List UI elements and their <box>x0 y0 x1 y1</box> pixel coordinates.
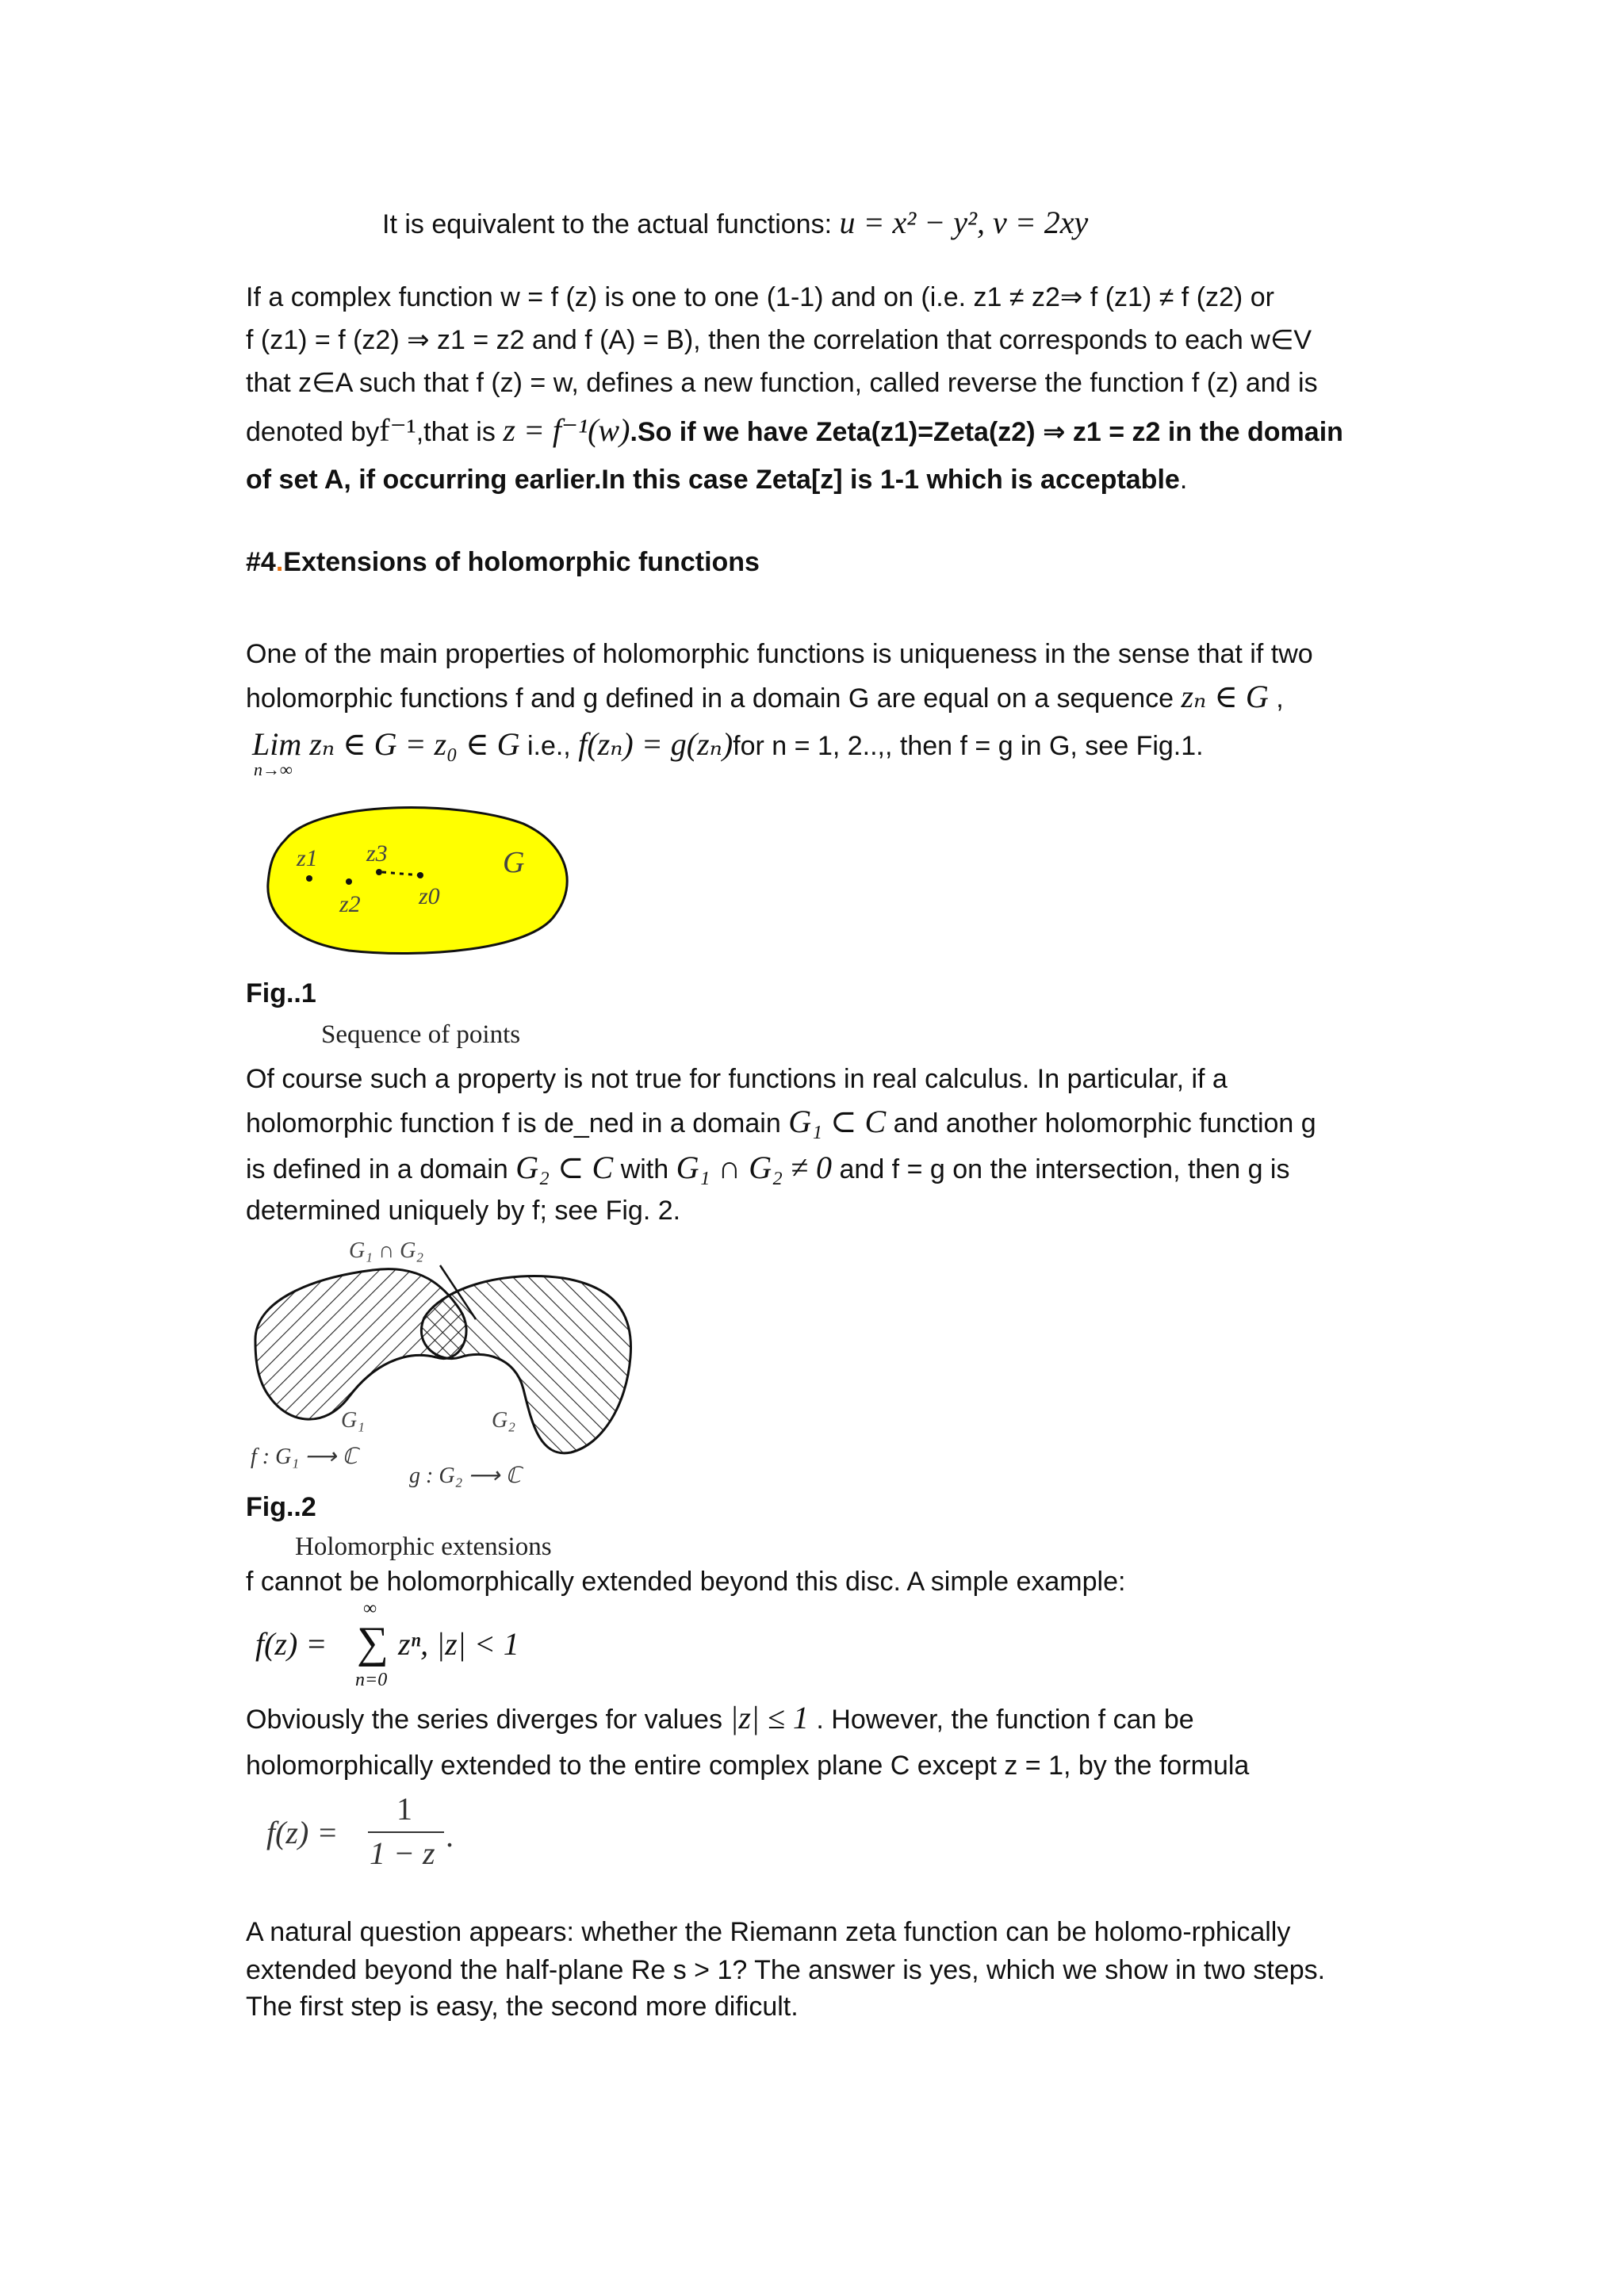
series-rhs: zⁿ, |z| < 1 <box>398 1626 519 1662</box>
label-z0: z0 <box>419 883 440 909</box>
para2-text: holomorphic functions f and g defined in a domain G are equal on a sequence <box>246 683 1174 714</box>
section-number: #4 <box>246 547 276 577</box>
label-g2: G₂ <box>492 1408 515 1433</box>
limit-math: Lim zₙ ∈ G = z₀ ∈ G <box>252 726 520 762</box>
zeta-statement: .So if we have Zeta(z1)=Zeta(z2) ⇒ z1 = z2 in the domain <box>630 417 1343 447</box>
para5-line1: A natural question appears: whether the Riemann zeta function can be holomo-rphically <box>246 1917 1291 1947</box>
fraction-bar <box>368 1831 444 1833</box>
intersection-math: G₁ ∩ G₂ ≠ 0 <box>676 1150 833 1185</box>
para2-line1: One of the main properties of holomorphic functions is uniqueness in the sense that if two <box>246 639 1313 669</box>
para2-line3 <box>252 723 1204 767</box>
para3-text-b: and another holomorphic function g <box>893 1108 1316 1138</box>
equivalence-math: u = x² − y², v = 2xy <box>839 205 1089 240</box>
para3-text-d: and f = g on the intersection, then g is <box>839 1154 1290 1184</box>
inverse-symbol: f⁻¹ <box>379 412 416 448</box>
para4-text-a: Obviously the series diverges for values <box>246 1705 722 1735</box>
point-z2 <box>346 878 352 885</box>
abs-z-math: |z| ≤ 1 <box>730 1700 809 1735</box>
para1-line2: f (z1) = f (z2) ⇒ z1 = z2 and f (A) = B), then the correlation that corresponds to each w∈V <box>246 325 1312 355</box>
para3-line4: determined uniquely by f; see Fig. 2. <box>246 1196 681 1226</box>
section-dot: . <box>275 547 284 577</box>
fraction-formula <box>266 1790 504 1877</box>
figure-2 <box>246 1230 658 1492</box>
para4-line2 <box>246 1697 1194 1741</box>
fraction-lhs: f(z) = <box>266 1815 339 1850</box>
limit-subscript: n→∞ <box>254 760 293 779</box>
label-g: G <box>503 846 525 879</box>
para3-with: with <box>620 1154 669 1184</box>
para3-line3 <box>246 1146 1290 1191</box>
sum-upper: ∞ <box>363 1598 377 1619</box>
para5-line2: extended beyond the half-plane Re s > 1? The answer is yes, which we show in two steps. <box>246 1955 1326 1985</box>
zeta-conclusion: of set A, if occurring earlier.In this case Zeta[z] is 1-1 which is acceptable <box>246 465 1180 495</box>
inverse-formula: z = f⁻¹(w) <box>503 412 630 448</box>
sum-symbol: ∑ <box>357 1618 389 1667</box>
equality-math: f(zₙ) = g(zₙ) <box>578 726 733 762</box>
para4-text-b: . However, the function f can be <box>816 1705 1194 1735</box>
section-heading <box>246 541 760 584</box>
period: . <box>1179 465 1188 495</box>
fig1-subcaption: Sequence of points <box>321 1020 521 1049</box>
para2-ie: i.e., <box>527 731 571 761</box>
comma: , <box>1276 683 1284 714</box>
series-lhs: f(z) = <box>255 1626 327 1662</box>
para4-line1: f cannot be holomorphically extended beyond this disc. A simple example: <box>246 1567 1126 1597</box>
para3-text-a: holomorphic function f is de_ned in a domain <box>246 1108 781 1138</box>
fraction-numerator: 1 <box>396 1791 412 1827</box>
region-g2 <box>421 1276 630 1452</box>
sum-lower: n=0 <box>355 1670 388 1690</box>
para1-line5 <box>246 458 1187 501</box>
sequence-math: zₙ ∈ G <box>1181 679 1269 714</box>
point-z1 <box>306 875 312 882</box>
label-g1: G₁ <box>341 1408 365 1433</box>
para3-line2 <box>246 1100 1316 1145</box>
para1-line1: If a complex function w = f (z) is one to one (1-1) and on (i.e. z1 ≠ z2⇒ f (z1) ≠ f (z2) or <box>246 282 1274 312</box>
f-mapping: f : G₁ ⟶ ℂ <box>251 1445 358 1469</box>
para1-line3: that z∈A such that f (z) = w, defines a new function, called reverse the function f (z) and is <box>246 368 1318 398</box>
g1-subset-math: G₁ ⊂ C <box>788 1104 887 1139</box>
para2-tail: for n = 1, 2..,, then f = g in G, see Fig.1. <box>733 731 1204 761</box>
fig2-subcaption: Holomorphic extensions <box>295 1533 552 1561</box>
label-z2: z2 <box>339 891 361 917</box>
equivalence-text: It is equivalent to the actual functions: <box>382 209 833 239</box>
section-title: Extensions of holomorphic functions <box>283 547 760 577</box>
para1-that-is: ,that is <box>416 417 496 447</box>
label-intersection: G₁ ∩ G₂ <box>349 1238 424 1263</box>
region-g <box>268 808 567 954</box>
point-z0 <box>417 872 423 878</box>
fig1-caption: Fig..1 <box>246 978 316 1008</box>
series-formula <box>255 1598 652 1690</box>
label-z1: z1 <box>297 845 318 871</box>
para1-line4 <box>246 409 1343 453</box>
fig2-caption: Fig..2 <box>246 1492 316 1522</box>
para3-text-c: is defined in a domain <box>246 1154 508 1184</box>
g2-subset-math: G₂ ⊂ C <box>515 1150 614 1185</box>
g-mapping: g : G₂ ⟶ ℂ <box>409 1464 521 1488</box>
fraction-period: . <box>446 1818 454 1854</box>
point-z3 <box>376 869 382 875</box>
para5-line3: The first step is easy, the second more dificult. <box>246 1992 799 2022</box>
equivalence-line <box>382 201 1088 246</box>
para2-line2 <box>246 675 1284 720</box>
figure-1 <box>262 796 579 962</box>
para1-denoted: denoted by <box>246 417 380 447</box>
para3-line1: Of course such a property is not true for functions in real calculus. In particular, if a <box>246 1064 1228 1094</box>
label-z3: z3 <box>366 840 388 867</box>
para4-line3: holomorphically extended to the entire complex plane C except z = 1, by the formula <box>246 1751 1250 1781</box>
fraction-denominator: 1 − z <box>370 1835 435 1871</box>
